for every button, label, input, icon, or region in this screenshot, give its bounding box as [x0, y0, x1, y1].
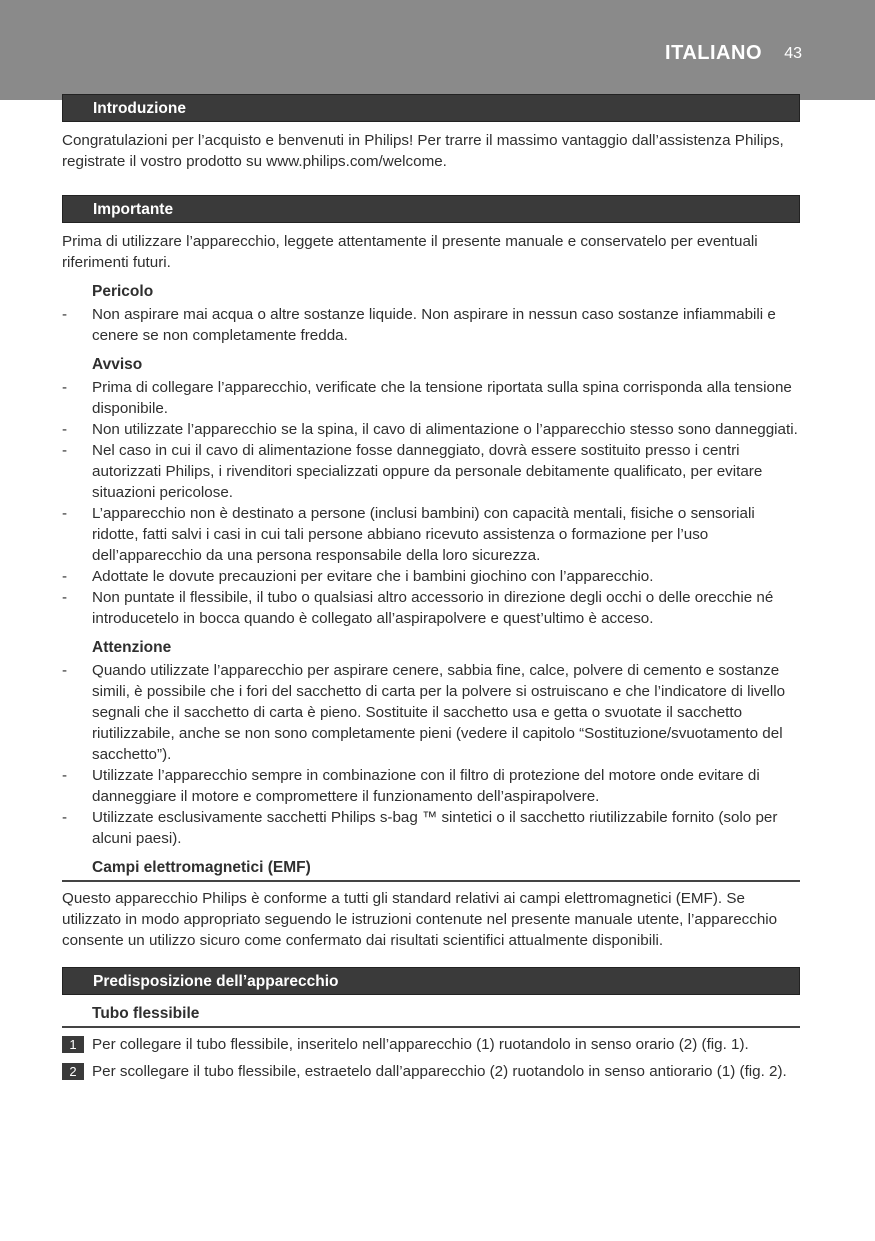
section-heading-importante: Importante [62, 195, 800, 223]
step-text: Per collegare il tubo flessibile, inseritelo nell’apparecchio (1) ruotandolo in senso orario (2) (fig. 1). [92, 1036, 749, 1053]
list-item: - Adottate le dovute precauzioni per evitare che i bambini giochino con l’apparecchio. [62, 566, 800, 587]
subheading-pericolo: Pericolo [92, 283, 154, 300]
subheading-tubo-flessibile: Tubo flessibile [62, 1003, 800, 1028]
list-item: - Utilizzate esclusivamente sacchetti Philips s-bag ™ sintetici o il sacchetto riutilizzabile fornito (solo per alcuni paesi). [62, 807, 800, 849]
subheading-attenzione: Attenzione [92, 639, 172, 656]
list-item: - Utilizzate l’apparecchio sempre in combinazione con il filtro di protezione del motore onde evitare di danneggiare il motore e compromettere il funzionamento dell’aspirapolvere. [62, 765, 800, 807]
list-item: - Non puntate il flessibile, il tubo o qualsiasi altro accessorio in direzione degli occhi o delle orecchie né introducetelo in bocca quando è collegato all’aspirapolvere e quest’ultimo è acceso. [62, 587, 800, 629]
step-text: Per scollegare il tubo flessibile, estraetelo dall’apparecchio (2) ruotandolo in senso antiorario (1) (fig. 2). [92, 1063, 787, 1080]
step-number-badge: 2 [62, 1063, 84, 1080]
intro-paragraph: Congratulazioni per l’acquisto e benvenuti in Philips! Per trarre il massimo vantaggio dall’assistenza Philips, registrate il vostro prodotto su www.philips.com/welcome. [62, 132, 784, 170]
list-item: - Non aspirare mai acqua o altre sostanze liquide. Non aspirare in nessun caso sostanze infiammabili e cenere se non completamente fredda. [62, 304, 800, 346]
section-heading-introduzione: Introduzione [62, 94, 800, 122]
subheading-emf: Campi elettromagnetici (EMF) [62, 857, 800, 882]
list-item: - Nel caso in cui il cavo di alimentazione fosse danneggiato, dovrà essere sostituito presso i centri autorizzati Philips, i rivenditori specializzati oppure da personale debitamente qualificato, per evitare situazioni pericolose. [62, 440, 800, 503]
list-item: - Prima di collegare l’apparecchio, verificate che la tensione riportata sulla spina corrisponda alla tensione disponibile. [62, 377, 800, 419]
page-number: 43 [784, 45, 802, 62]
list-item: - Non utilizzate l’apparecchio se la spina, il cavo di alimentazione o l’apparecchio stesso sono danneggiati. [62, 419, 800, 440]
step-1 [62, 1034, 800, 1055]
subheading-avviso: Avviso [92, 356, 143, 373]
emf-paragraph: Questo apparecchio Philips è conforme a tutti gli standard relativi ai campi elettromagnetici (EMF). Se utilizzato in modo appropriato seguendo le istruzioni contenute nel presente manuale utente, l’apparecchio consente un utilizzo sicuro come confermato dai risultati scientifici attualmente disponibili. [62, 890, 778, 949]
important-paragraph: Prima di utilizzare l’apparecchio, leggete attentamente il presente manuale e conservatelo per eventuali riferimenti futuri. [62, 233, 758, 271]
list-item: - L’apparecchio non è destinato a persone (inclusi bambini) con capacità mentali, fisiche o sensoriali ridotte, fatti salvi i casi in cui tali persone abbiano ricevuto assistenza o formazione per l’uso dell’apparecchio da una persona responsabile della loro sicurezza. [62, 503, 800, 566]
language-label: ITALIANO [665, 42, 762, 64]
section-heading-predisposizione: Predisposizione dell’apparecchio [62, 967, 800, 995]
warning-list [62, 377, 800, 629]
step-number-badge: 1 [62, 1036, 84, 1053]
caution-list [62, 660, 800, 849]
header-band [0, 0, 875, 100]
page-content [62, 94, 800, 1082]
danger-list [62, 304, 800, 346]
step-2 [62, 1061, 800, 1082]
list-item: - Quando utilizzate l’apparecchio per aspirare cenere, sabbia fine, calce, polvere di cemento e sostanze simili, è possibile che i fori del sacchetto di carta per la polvere si ostruiscano e che l’indicatore di livello segnali che il sacchetto di carta è pieno. Sostituite il sacchetto usa e getta o svuotate il sacchetto riutilizzabile, anche se non sono completamente pieni (vedere il capitolo “Sostituzione/svuotamento del sacchetto”). [62, 660, 800, 765]
